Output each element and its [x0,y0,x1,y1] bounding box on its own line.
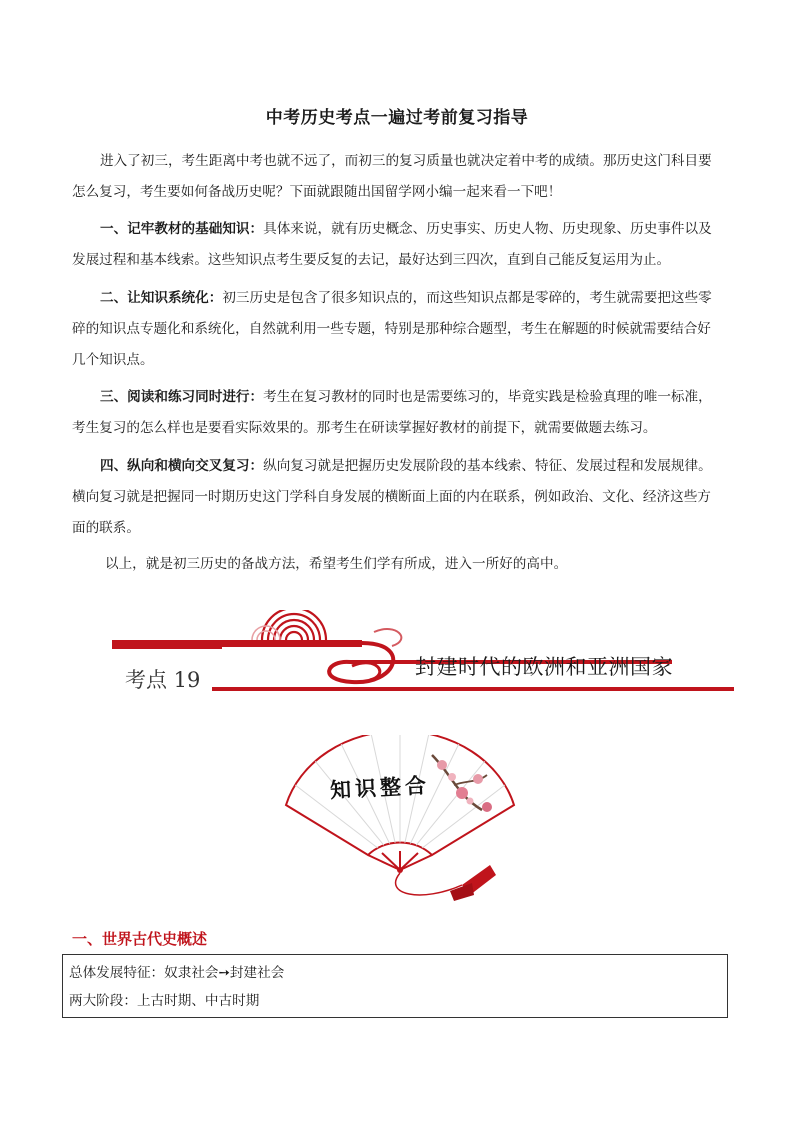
summary-box [62,954,728,1018]
tip-1-heading: 一、记牢教材的基础知识： [100,221,264,237]
summary-line-1: 总体发展特征：奴隶社会➙封建社会 [69,965,285,981]
sun-arcs-icon [262,610,326,640]
topic-number-label: 考点 19 [125,668,201,692]
tip-4-text: 纵向复习就是把握历史发展阶段的基本线索、特征、发展过程和发展规律。横向复习就是把握同一时期历史这门学科自身发展的横断面上面的内在联系，例如政治、文化、经济这些方面的联系。 [72,458,712,536]
section-heading: 一、世界古代史概述 [72,930,208,948]
closing-text: 以上，就是初三历史的备战方法，希望考生们学有所成，进入一所好的高中。 [105,556,568,572]
folding-fan-graphic [282,735,518,905]
tip-2-text: 初三历史是包含了很多知识点的，而这些知识点都是零碎的，考生就需要把这些零碎的知识点专题化和系统化，自然就利用一些专题，特别是那种综合题型，考生在解题的时候就需要结合好几个知识点。 [72,290,712,368]
tip-paragraph-2 [72,283,724,376]
closing-paragraph [72,549,724,580]
tip-3-heading: 三、阅读和练习同时进行： [100,389,264,405]
tip-4-heading: 四、纵向和横向交叉复习： [100,458,264,474]
tip-paragraph-1 [72,214,724,276]
tip-paragraph-4 [72,451,724,544]
tip-2-heading: 二、让知识系统化： [100,290,223,306]
intro-text: 进入了初三，考生距离中考也就不远了，而初三的复习质量也就决定着中考的成绩。那历史这门科目要怎么复习，考生要如何备战历史呢？下面就跟随出国留学网小编一起来看一下吧！ [72,153,712,200]
summary-line-2: 两大阶段：上古时期、中古时期 [69,993,260,1009]
intro-paragraph [72,146,724,208]
tip-1-text: 具体来说，就有历史概念、历史事实、历史人物、历史现象、历史事件以及发展过程和基本线索。这些知识点考生要反复的去记，最好达到三四次，直到自己能反复运用为止。 [72,221,712,268]
tip-3-text: 考生在复习教材的同时也是需要练习的，毕竟实践是检验真理的唯一标准，考生复习的怎么样也是要看实际效果的。那考生在研读掌握好教材的前提下，就需要做题去练习。 [72,389,712,436]
knowledge-summary-label: 知识整合 [329,772,431,803]
topic-title: 封建时代的欧洲和亚洲国家 [415,655,673,679]
tip-paragraph-3 [72,382,724,444]
page-title: 中考历史考点一遍过考前复习指导 [265,108,529,128]
